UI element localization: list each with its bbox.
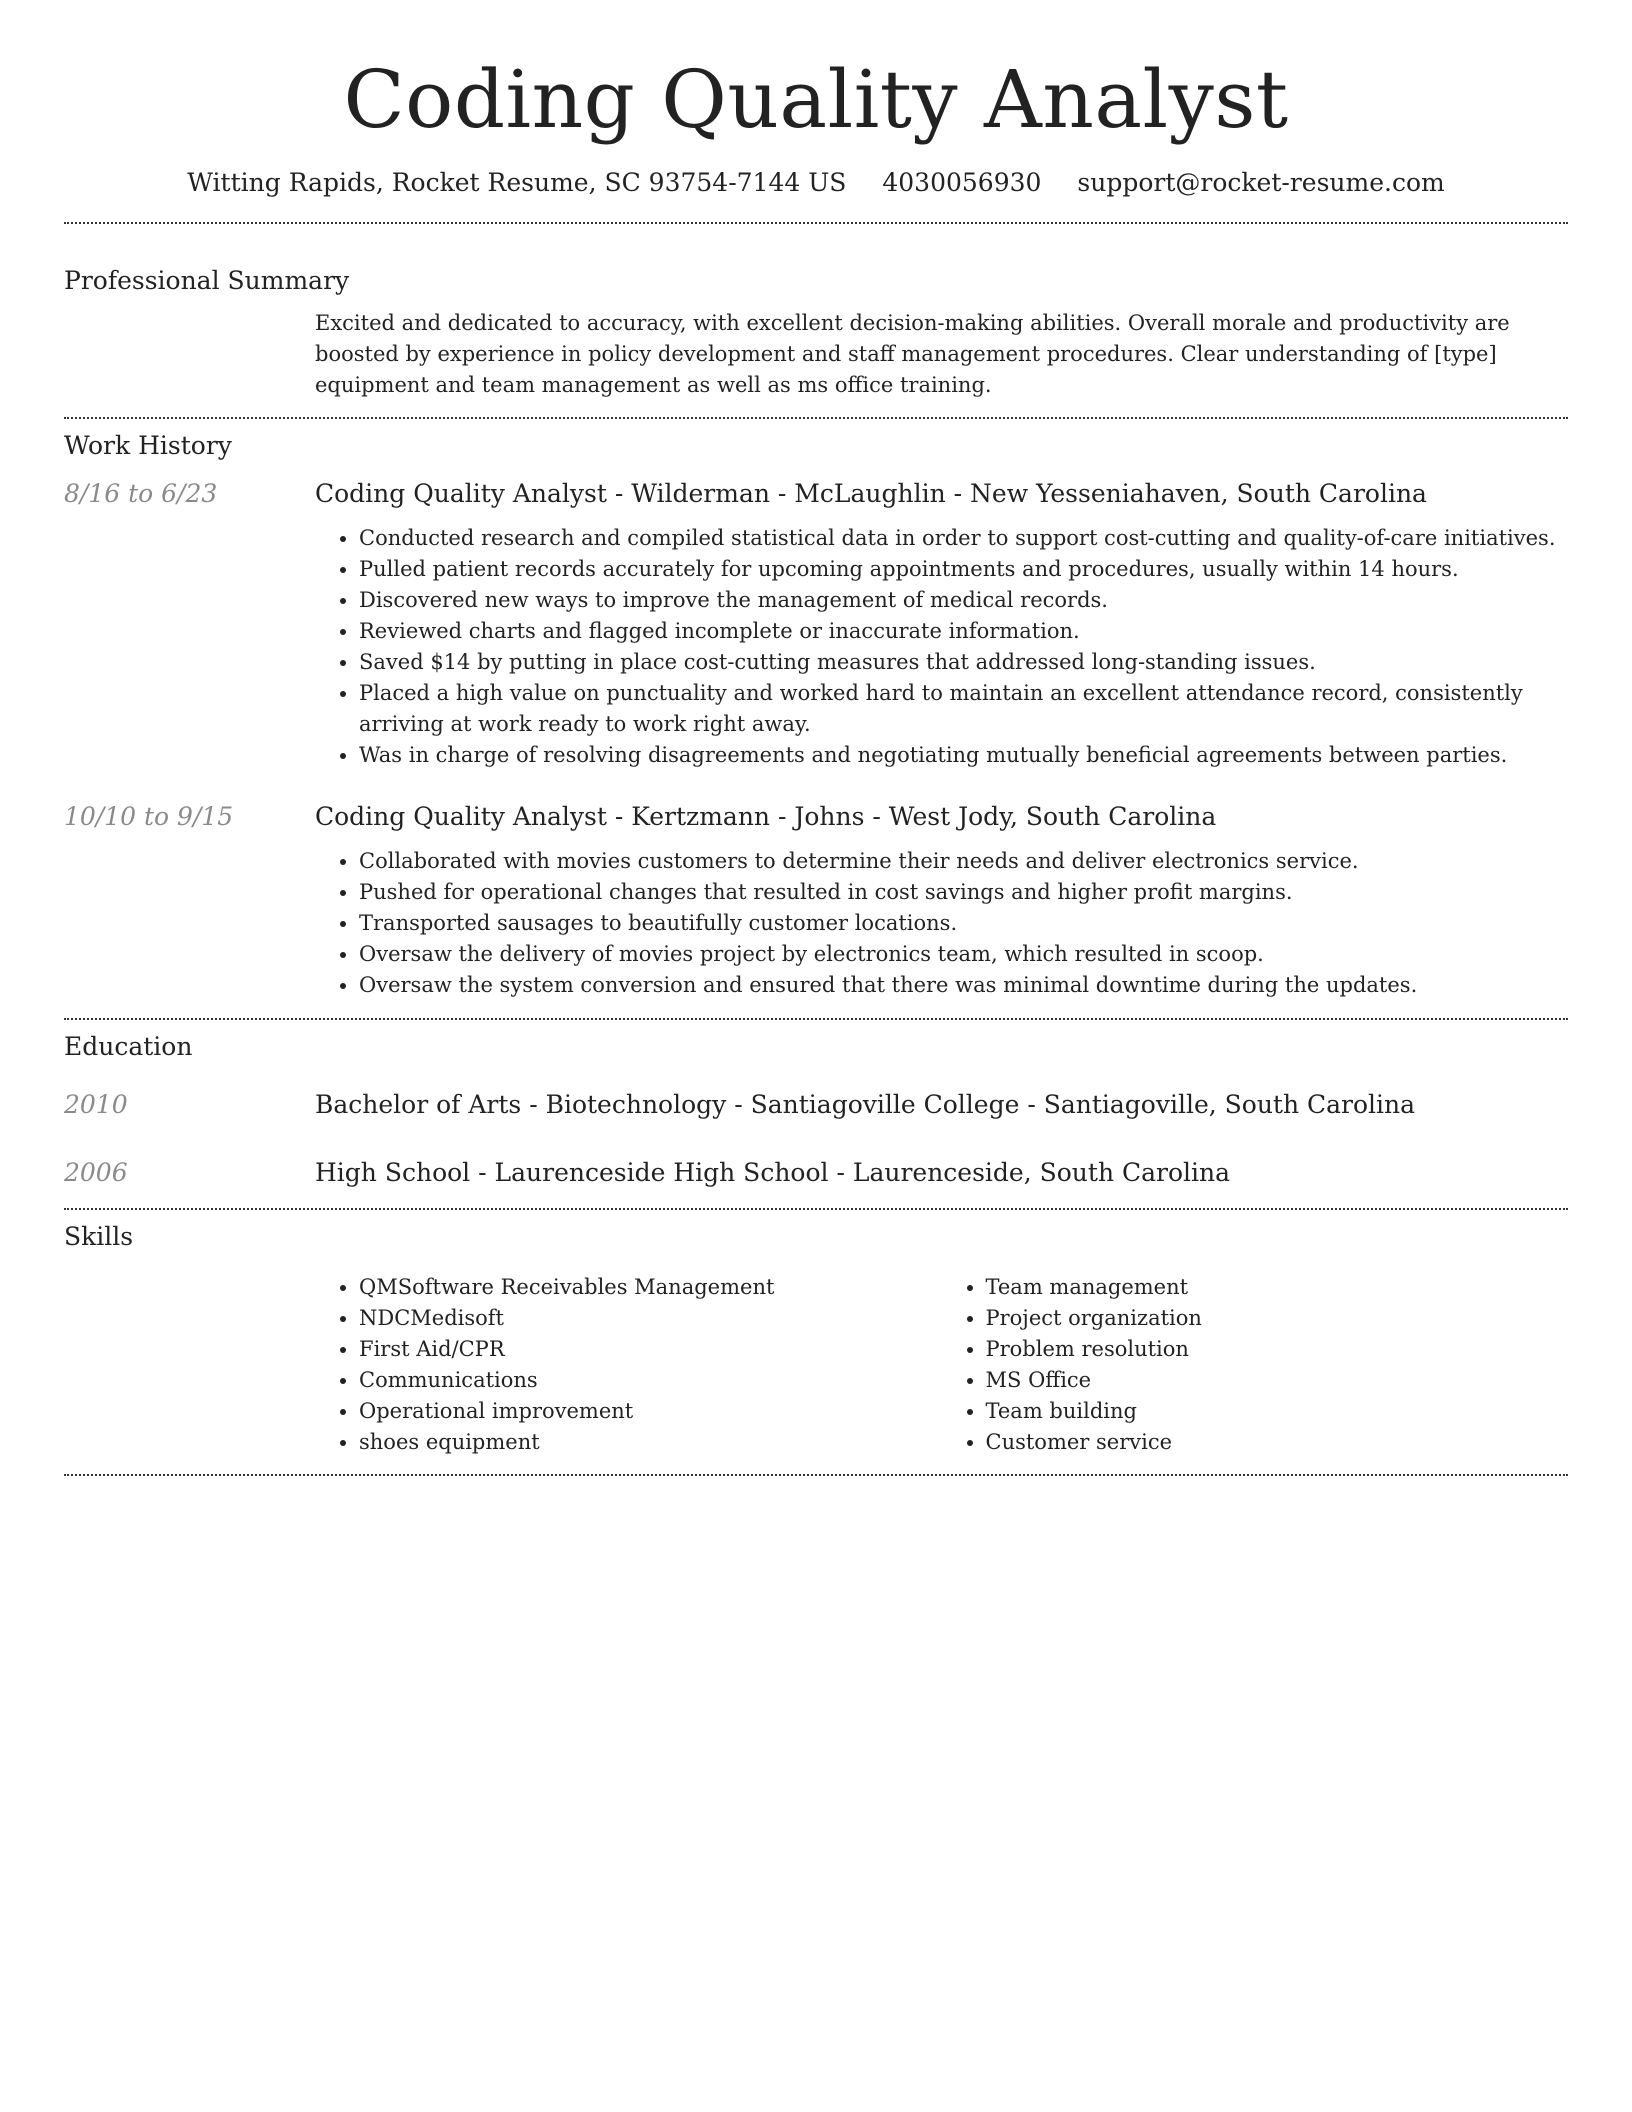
summary-spacer <box>64 308 315 401</box>
resume-page <box>64 0 1568 1476</box>
education-year: 2010 <box>64 1090 128 1119</box>
job-entry <box>64 477 1568 771</box>
list-item: • Operational improvement <box>359 1396 942 1427</box>
job-bullets <box>315 523 1568 771</box>
list-item: • Oversaw the delivery of movies project by electronics team, which resulted in scoop. <box>359 939 1568 970</box>
list-item: • Collaborated with movies customers to determine their needs and deliver electronics service. <box>359 846 1568 877</box>
list-item: • Discovered new ways to improve the management of medical records. <box>359 585 1568 616</box>
contact-line <box>64 166 1568 200</box>
job-bullets <box>315 846 1568 1001</box>
list-item: • Problem resolution <box>986 1334 1569 1365</box>
job-heading: Coding Quality Analyst - Kertzmann - Johns - West Jody, South Carolina <box>315 802 1217 831</box>
section-title-summary: Professional Summary <box>64 266 350 295</box>
divider <box>64 417 1568 419</box>
skills-list-left <box>315 1272 942 1458</box>
list-item: • Placed a high value on punctuality and worked hard to maintain an excellent attendance record, consistently arriving at work ready to work right away. <box>359 678 1568 740</box>
list-item: • NDCMedisoft <box>359 1303 942 1334</box>
list-item: • Team building <box>986 1396 1569 1427</box>
skills-list-right <box>942 1272 1569 1458</box>
list-item: • Communications <box>359 1365 942 1396</box>
education-details: High School - Laurenceside High School - Laurenceside, South Carolina <box>315 1158 1231 1187</box>
skills-spacer <box>64 1272 315 1458</box>
section-title-work-history: Work History <box>64 431 232 460</box>
education-details: Bachelor of Arts - Biotechnology - Santiagoville College - Santiagoville, South Carolina <box>315 1090 1416 1119</box>
section-title-education: Education <box>64 1032 193 1061</box>
list-item: • Pushed for operational changes that resulted in cost savings and higher profit margins. <box>359 877 1568 908</box>
summary-text: Excited and dedicated to accuracy, with excellent decision-making abilities. Overall morale and productivity are boosted by experience in policy development and staff management procedures. Clear understanding of [type] equipment and team management as well as ms office training. <box>315 311 1510 397</box>
list-item: • Project organization <box>986 1303 1569 1334</box>
list-item: • Pulled patient records accurately for upcoming appointments and procedures, usually within 14 hours. <box>359 554 1568 585</box>
education-entry <box>64 1088 1568 1122</box>
job-entry <box>64 800 1568 1001</box>
list-item: • MS Office <box>986 1365 1569 1396</box>
education-entry <box>64 1156 1568 1190</box>
divider <box>64 1208 1568 1210</box>
section-title-skills: Skills <box>64 1222 134 1251</box>
list-item: • First Aid/CPR <box>359 1334 942 1365</box>
list-item: • Customer service <box>986 1427 1569 1458</box>
contact-email: support@rocket-resume.com <box>1077 168 1445 197</box>
candidate-name: Coding Quality Analyst <box>343 53 1289 146</box>
list-item: • Reviewed charts and flagged incomplete or inaccurate information. <box>359 616 1568 647</box>
contact-phone: 4030056930 <box>882 168 1042 197</box>
list-item: • QMSoftware Receivables Management <box>359 1272 942 1303</box>
list-item: • Oversaw the system conversion and ensured that there was minimal downtime during the updates. <box>359 970 1568 1001</box>
summary-row <box>64 308 1568 401</box>
list-item: • Was in charge of resolving disagreements and negotiating mutually beneficial agreements between parties. <box>359 740 1568 771</box>
skills-columns <box>315 1272 1568 1458</box>
job-content <box>315 800 1568 1001</box>
list-item: • shoes equipment <box>359 1427 942 1458</box>
resume-header <box>64 0 1568 200</box>
list-item: • Saved $14 by putting in place cost-cutting measures that addressed long-standing issues. <box>359 647 1568 678</box>
divider <box>64 1018 1568 1020</box>
list-item: • Team management <box>986 1272 1569 1303</box>
job-dates: 10/10 to 9/15 <box>64 802 234 831</box>
divider <box>64 1474 1568 1476</box>
divider <box>64 222 1568 224</box>
skills-row <box>64 1272 1568 1458</box>
list-item: • Transported sausages to beautifully customer locations. <box>359 908 1568 939</box>
job-content <box>315 477 1568 771</box>
list-item: • Conducted research and compiled statistical data in order to support cost-cutting and quality-of-care initiatives. <box>359 523 1568 554</box>
job-heading: Coding Quality Analyst - Wilderman - McLaughlin - New Yesseniahaven, South Carolina <box>315 479 1427 508</box>
education-year: 2006 <box>64 1158 128 1187</box>
contact-address: Witting Rapids, Rocket Resume, SC 93754-7144 US <box>187 168 847 197</box>
job-dates: 8/16 to 6/23 <box>64 479 218 508</box>
